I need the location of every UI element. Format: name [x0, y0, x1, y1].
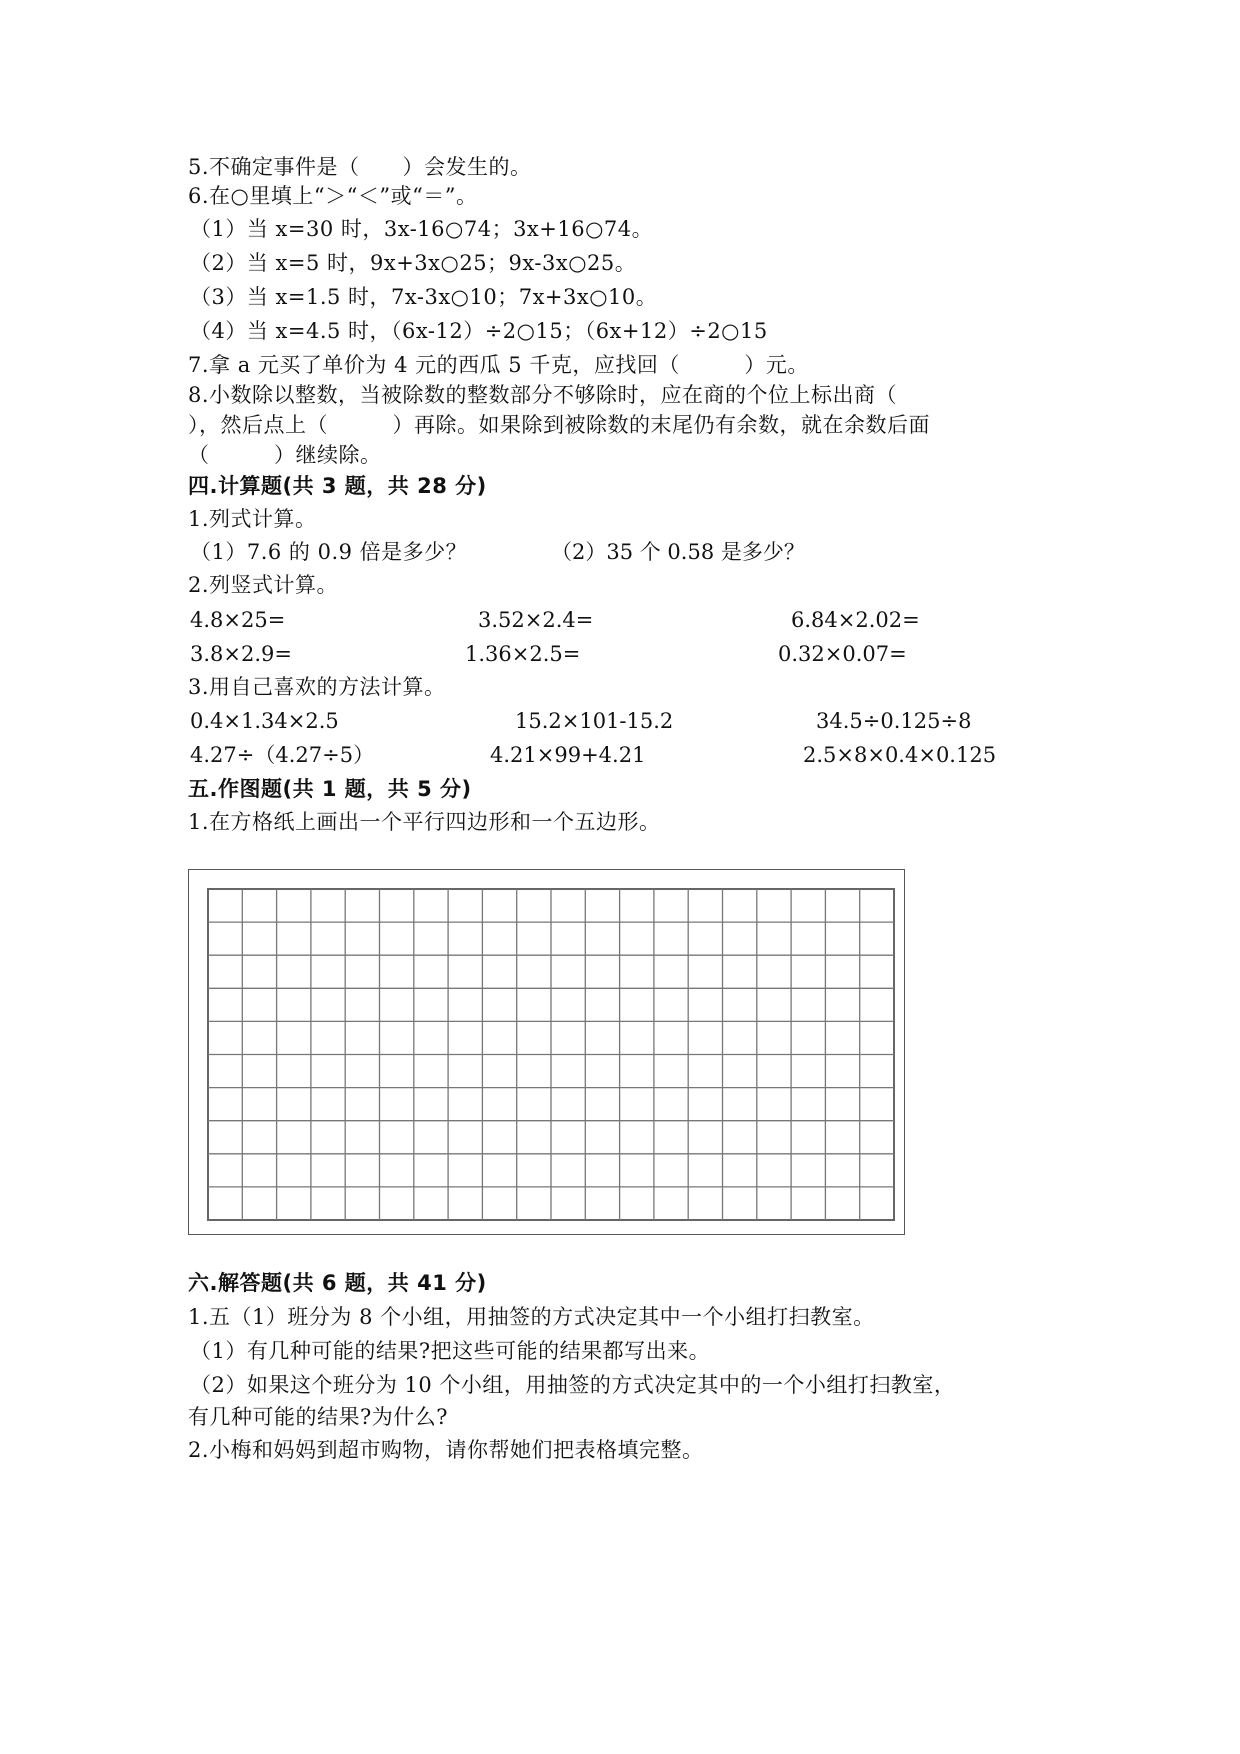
section-4-question-1: 1.列式计算。: [188, 507, 317, 531]
section-5-header: 五.作图题(共 1 题，共 5 分): [188, 777, 472, 801]
vertical-calc-item: 1.36×2.5=: [465, 642, 581, 666]
vertical-calc-item: 3.52×2.4=: [478, 608, 594, 632]
section-6-header: 六.解答题(共 6 题，共 41 分): [188, 1271, 487, 1295]
question-5: 5.不确定事件是（ ）会发生的。: [188, 155, 532, 179]
calc-item: 4.21×99+4.21: [490, 743, 646, 767]
vertical-calc-item: 0.32×0.07=: [778, 642, 907, 666]
section-4-header: 四.计算题(共 3 题，共 28 分): [188, 474, 487, 498]
vertical-calc-item: 3.8×2.9=: [190, 642, 292, 666]
section-6-question-1a: （1）有几种可能的结果?把这些可能的结果都写出来。: [190, 1339, 711, 1363]
calc-item: 4.27÷（4.27÷5）: [190, 743, 375, 767]
question-6-part-4: （4）当 x=4.5 时，（6x-12）÷2○15；（6x+12）÷2○15: [190, 319, 768, 343]
graph-paper: [188, 869, 905, 1235]
section-6-question-1: 1.五（1）班分为 8 个小组，用抽签的方式决定其中一个小组打扫教室。: [188, 1305, 875, 1329]
question-6-part-1: （1）当 x=30 时，3x-16○74；3x+16○74。: [190, 217, 654, 241]
question-7: 7.拿 a 元买了单价为 4 元的西瓜 5 千克，应找回（ ）元。: [188, 353, 809, 377]
question-6-part-2: （2）当 x=5 时，9x+3x○25；9x-3x○25。: [190, 251, 637, 275]
calc-item: 34.5÷0.125÷8: [816, 709, 972, 733]
vertical-calc-item: 4.8×25=: [190, 608, 286, 632]
section-6-question-2: 2.小梅和妈妈到超市购物，请你帮她们把表格填完整。: [188, 1438, 704, 1462]
section-6-question-1b-line-2: 有几种可能的结果?为什么?: [188, 1405, 449, 1429]
square-grid: [189, 870, 904, 1234]
section-4-question-2: 2.列竖式计算。: [188, 573, 339, 597]
section-4-question-1b: （2）35 个 0.58 是多少？: [551, 540, 805, 564]
question-6: 6.在○里填上“＞“＜”或“＝”。: [188, 184, 478, 208]
section-4-question-1a: （1）7.6 的 0.9 倍是多少？: [190, 540, 468, 564]
section-5-question-1: 1.在方格纸上画出一个平行四边形和一个五边形。: [188, 810, 661, 834]
question-8-line-3: （ ）继续除。: [188, 443, 382, 467]
calc-item: 15.2×101-15.2: [515, 709, 674, 733]
section-6-question-1b-line-1: （2）如果这个班分为 10 个小组，用抽签的方式决定其中的一个小组打扫教室，: [190, 1373, 956, 1397]
calc-item: 2.5×8×0.4×0.125: [803, 743, 997, 767]
question-6-part-3: （3）当 x=1.5 时，7x-3x○10；7x+3x○10。: [190, 285, 658, 309]
question-8-line-1: 8.小数除以整数，当被除数的整数部分不够除时，应在商的个位上标出商（: [188, 383, 898, 407]
vertical-calc-item: 6.84×2.02=: [791, 608, 920, 632]
calc-item: 0.4×1.34×2.5: [190, 709, 339, 733]
question-8-line-2: ），然后点上（ ）再除。如果除到被除数的末尾仍有余数，就在余数后面: [188, 413, 930, 437]
section-4-question-3: 3.用自己喜欢的方法计算。: [188, 675, 446, 699]
